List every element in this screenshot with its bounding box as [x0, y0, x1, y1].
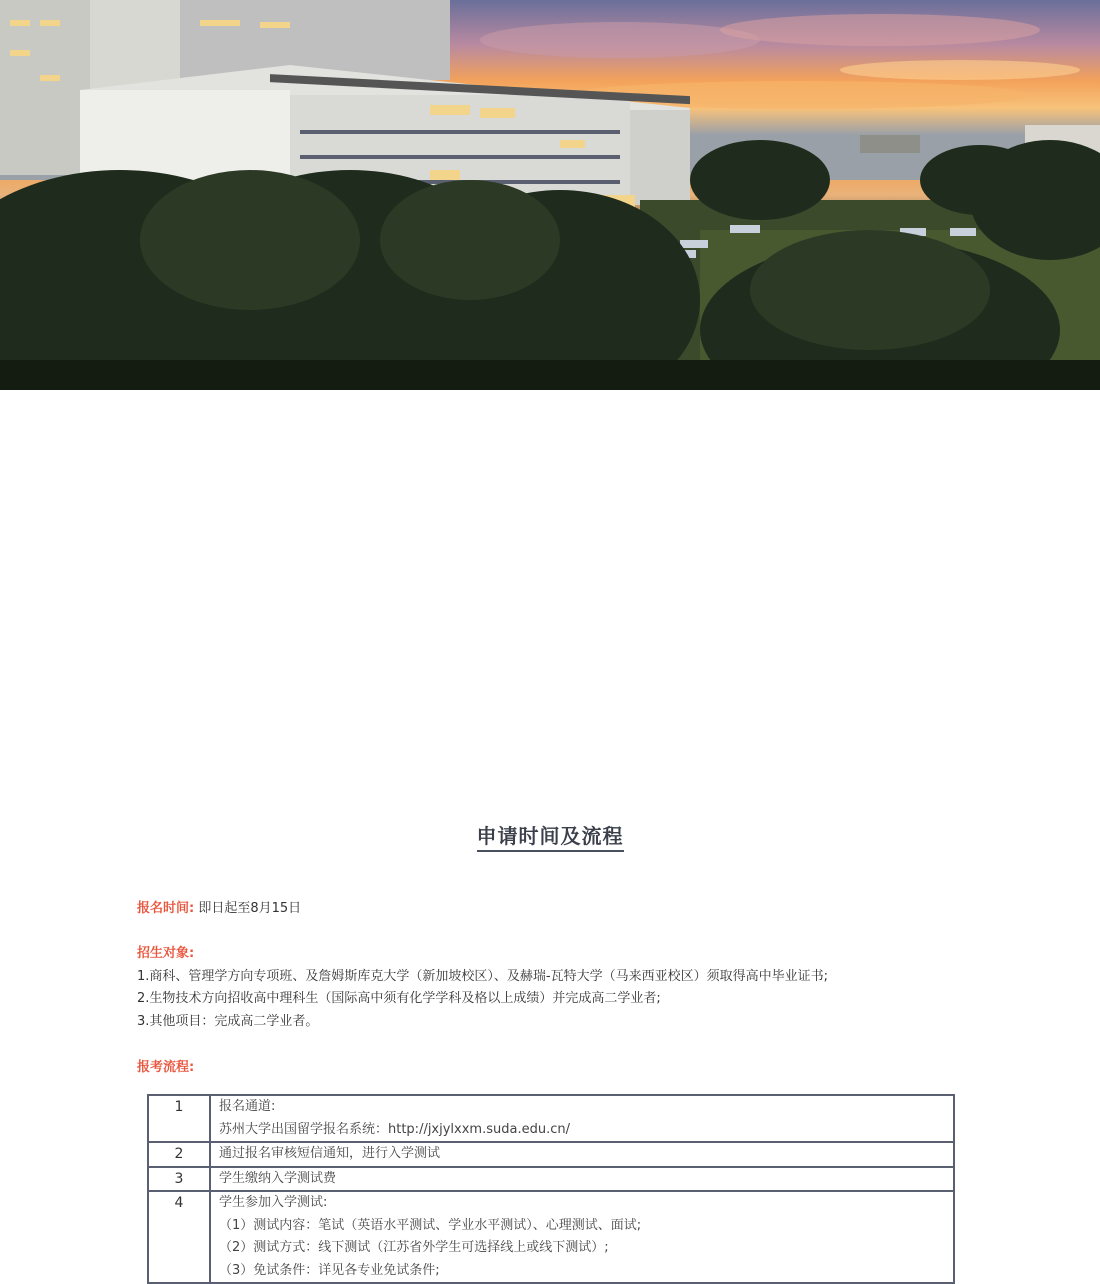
- step-content: [210, 1167, 954, 1192]
- registration-label: 报名时间:: [137, 901, 195, 916]
- step-line: （1）测试内容：笔试（英语水平测试、学业水平测试）、心理测试、面试;: [219, 1217, 642, 1233]
- audience-item: 2.生物技术方向招收高中理科生（国际高中须有化学学科及格以上成绩）并完成高二学业者;: [137, 991, 661, 1006]
- step-number: 4: [148, 1191, 210, 1283]
- audience-item: 1.商科、管理学方向专项班、及詹姆斯库克大学（新加坡校区）、及赫瑞-瓦特大学（马来西亚校区）须取得高中毕业证书;: [137, 968, 828, 984]
- process-label: 报考流程:: [137, 1060, 195, 1075]
- section-title-text: 申请时间及流程: [477, 824, 624, 852]
- registration-time: [137, 898, 301, 921]
- step-number: 1: [148, 1095, 210, 1142]
- audience-label: 招生对象:: [137, 946, 195, 961]
- table-row: [148, 1142, 954, 1167]
- step-line-link[interactable]: 苏州大学出国留学报名系统：http://jxjylxxm.suda.edu.cn/: [219, 1121, 570, 1137]
- step-line: 学生参加入学测试:: [219, 1195, 328, 1210]
- registration-value: 即日起至8月15日: [198, 901, 302, 916]
- step-content: [210, 1142, 954, 1167]
- table-row: [148, 1167, 954, 1192]
- step-line: 报名通道:: [219, 1099, 276, 1114]
- step-content: [210, 1095, 954, 1142]
- audience-section: [137, 943, 828, 1033]
- process-steps-table: [147, 1094, 955, 1284]
- campus-illustration: [0, 0, 1100, 390]
- step-number: 3: [148, 1167, 210, 1192]
- process-section: [137, 1057, 194, 1080]
- step-number: 2: [148, 1142, 210, 1167]
- step-line: 学生缴纳入学测试费: [219, 1170, 337, 1186]
- hero-campus-photo: [0, 0, 1100, 390]
- step-line: （3）免试条件：详见各专业免试条件;: [219, 1262, 440, 1278]
- step-line: （2）测试方式：线下测试（江苏省外学生可选择线上或线下测试）;: [219, 1240, 609, 1255]
- table-row: [148, 1095, 954, 1142]
- section-title: [0, 820, 1100, 849]
- step-content: [210, 1191, 954, 1283]
- table-row: [148, 1191, 954, 1283]
- audience-item: 3.其他项目：完成高二学业者。: [137, 1013, 319, 1029]
- step-line: 通过报名审核短信通知，进行入学测试: [219, 1146, 441, 1161]
